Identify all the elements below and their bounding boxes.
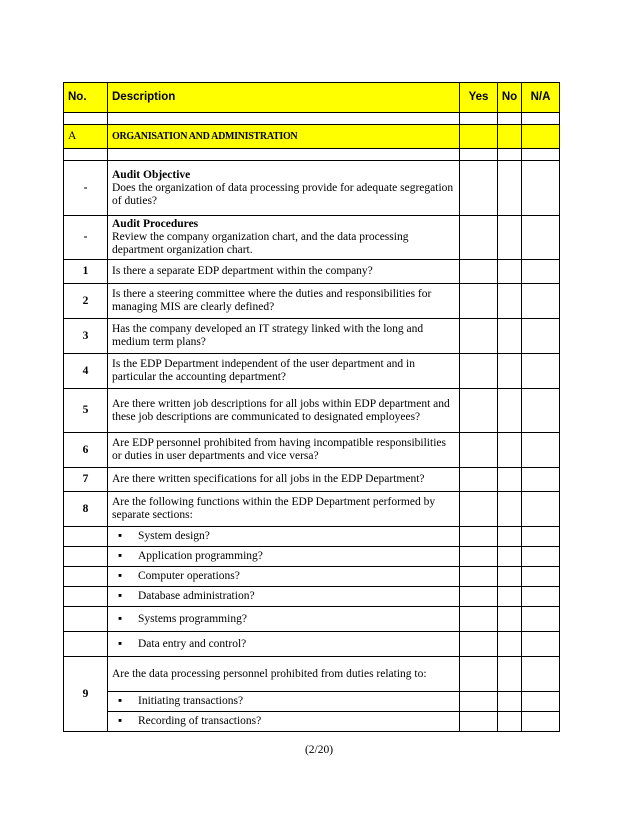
question-number: 7 bbox=[64, 468, 108, 492]
sub-item-row bbox=[64, 527, 560, 547]
no-cell[interactable] bbox=[498, 468, 522, 492]
yes-cell[interactable] bbox=[460, 657, 498, 692]
question-row bbox=[64, 468, 560, 492]
bullet-icon: ▪ bbox=[118, 550, 123, 562]
sub-item-row bbox=[64, 547, 560, 567]
sub-item-text: Initiating transactions? bbox=[138, 695, 244, 707]
no-cell[interactable] bbox=[498, 607, 522, 632]
question-number: 5 bbox=[64, 389, 108, 433]
question-text: Is the EDP Department independent of the user department and in particular the accounting department? bbox=[108, 354, 460, 389]
yes-cell[interactable] bbox=[460, 260, 498, 284]
sub-item-row bbox=[64, 692, 560, 712]
question-row bbox=[64, 260, 560, 284]
question-row bbox=[64, 319, 560, 354]
sub-item-row bbox=[64, 567, 560, 587]
no-cell[interactable] bbox=[498, 547, 522, 567]
yes-cell[interactable] bbox=[460, 632, 498, 657]
sub-item-text: System design? bbox=[138, 530, 210, 542]
yes-cell[interactable] bbox=[460, 468, 498, 492]
no-cell[interactable] bbox=[498, 657, 522, 692]
question-row bbox=[64, 433, 560, 468]
no-cell[interactable] bbox=[498, 319, 522, 354]
question-number: 1 bbox=[64, 260, 108, 284]
bullet-icon: ▪ bbox=[118, 695, 123, 707]
section-title: ORGANISATION AND ADMINISTRATION bbox=[112, 131, 298, 142]
yes-cell[interactable] bbox=[460, 567, 498, 587]
header-yes: Yes bbox=[460, 83, 498, 113]
no-cell[interactable] bbox=[498, 433, 522, 468]
yes-cell[interactable] bbox=[460, 527, 498, 547]
question-row bbox=[64, 657, 560, 692]
no-cell[interactable] bbox=[498, 712, 522, 732]
na-cell[interactable] bbox=[522, 319, 560, 354]
section-letter: A bbox=[64, 125, 108, 149]
audit-objective-title: Audit Objective bbox=[112, 168, 191, 181]
sub-item-text: Computer operations? bbox=[138, 570, 240, 582]
row-number: - bbox=[64, 216, 108, 260]
question-text: Are the following functions within the EDP Department performed by separate sections: bbox=[108, 492, 460, 527]
na-cell[interactable] bbox=[522, 587, 560, 607]
na-cell[interactable] bbox=[522, 468, 560, 492]
na-cell[interactable] bbox=[522, 284, 560, 319]
na-cell[interactable] bbox=[522, 260, 560, 284]
audit-procedures-title: Audit Procedures bbox=[112, 218, 199, 230]
sub-item-text: Database administration? bbox=[138, 590, 255, 602]
question-number: 2 bbox=[64, 284, 108, 319]
header-row bbox=[64, 83, 560, 113]
no-cell[interactable] bbox=[498, 354, 522, 389]
sub-item-text: Data entry and control? bbox=[138, 637, 247, 650]
yes-cell[interactable] bbox=[460, 692, 498, 712]
na-cell[interactable] bbox=[522, 657, 560, 692]
na-cell[interactable] bbox=[522, 692, 560, 712]
na-cell[interactable] bbox=[522, 354, 560, 389]
question-row bbox=[64, 492, 560, 527]
audit-objective-row bbox=[64, 161, 560, 216]
na-cell[interactable] bbox=[522, 527, 560, 547]
question-row bbox=[64, 284, 560, 319]
audit-procedures-text: Review the company organization chart, and the data processing department organization chart. bbox=[112, 231, 409, 256]
yes-cell[interactable] bbox=[460, 587, 498, 607]
audit-procedures-row bbox=[64, 216, 560, 260]
no-cell[interactable] bbox=[498, 389, 522, 433]
bullet-icon: ▪ bbox=[118, 715, 123, 727]
na-cell[interactable] bbox=[522, 492, 560, 527]
na-cell[interactable] bbox=[522, 567, 560, 587]
bullet-icon: ▪ bbox=[118, 637, 123, 650]
no-cell[interactable] bbox=[498, 632, 522, 657]
sub-item-row bbox=[64, 587, 560, 607]
sub-item-row bbox=[64, 607, 560, 632]
na-cell[interactable] bbox=[522, 433, 560, 468]
section-row bbox=[64, 125, 560, 149]
na-cell[interactable] bbox=[522, 547, 560, 567]
audit-objective-text: Does the organization of data processing provide for adequate segregation of duties? bbox=[112, 181, 454, 207]
question-text: Are there written job descriptions for all jobs within EDP department and these job descriptions are communicated to designated employees? bbox=[108, 389, 460, 433]
yes-cell[interactable] bbox=[460, 712, 498, 732]
no-cell[interactable] bbox=[498, 587, 522, 607]
header-description: Description bbox=[108, 83, 460, 113]
bullet-icon: ▪ bbox=[118, 570, 123, 582]
question-number: 8 bbox=[64, 492, 108, 527]
question-number: 4 bbox=[64, 354, 108, 389]
question-text: Are EDP personnel prohibited from having incompatible responsibilities or duties in user departments and vice versa? bbox=[108, 433, 460, 468]
na-cell[interactable] bbox=[522, 632, 560, 657]
audit-checklist-table bbox=[63, 82, 560, 732]
question-text: Are the data processing personnel prohibited from duties relating to: bbox=[108, 657, 460, 692]
yes-cell[interactable] bbox=[460, 319, 498, 354]
yes-cell[interactable] bbox=[460, 389, 498, 433]
question-number: 6 bbox=[64, 433, 108, 468]
na-cell[interactable] bbox=[522, 712, 560, 732]
yes-cell[interactable] bbox=[460, 354, 498, 389]
no-cell[interactable] bbox=[498, 567, 522, 587]
header-no-col: No bbox=[498, 83, 522, 113]
no-cell[interactable] bbox=[498, 284, 522, 319]
header-na: N/A bbox=[522, 83, 560, 113]
sub-item-text: Application programming? bbox=[138, 550, 263, 562]
question-number: 3 bbox=[64, 319, 108, 354]
question-text: Has the company developed an IT strategy linked with the long and medium term plans? bbox=[108, 319, 460, 354]
no-cell[interactable] bbox=[498, 527, 522, 547]
question-number: 9 bbox=[64, 657, 108, 732]
bullet-icon: ▪ bbox=[118, 612, 123, 625]
blank-row bbox=[64, 113, 560, 125]
sub-item-text: Systems programming? bbox=[138, 612, 247, 625]
row-number: - bbox=[64, 161, 108, 216]
yes-cell[interactable] bbox=[460, 607, 498, 632]
yes-cell[interactable] bbox=[460, 433, 498, 468]
question-row bbox=[64, 354, 560, 389]
question-text: Is there a separate EDP department within the company? bbox=[108, 260, 460, 284]
blank-row bbox=[64, 149, 560, 161]
bullet-icon: ▪ bbox=[118, 530, 123, 542]
na-cell[interactable] bbox=[522, 389, 560, 433]
question-row bbox=[64, 389, 560, 433]
sub-item-row bbox=[64, 712, 560, 732]
page-number: (2/20) bbox=[304, 744, 334, 756]
no-cell[interactable] bbox=[498, 492, 522, 527]
question-text: Are there written specifications for all jobs in the EDP Department? bbox=[108, 468, 460, 492]
sub-item-row bbox=[64, 632, 560, 657]
no-cell[interactable] bbox=[498, 260, 522, 284]
no-cell[interactable] bbox=[498, 692, 522, 712]
yes-cell[interactable] bbox=[460, 284, 498, 319]
sub-item-text: Recording of transactions? bbox=[138, 715, 262, 727]
bullet-icon: ▪ bbox=[118, 590, 123, 602]
na-cell[interactable] bbox=[522, 607, 560, 632]
question-text: Is there a steering committee where the duties and responsibilities for managing MIS are clearly defined? bbox=[108, 284, 460, 319]
yes-cell[interactable] bbox=[460, 492, 498, 527]
yes-cell[interactable] bbox=[460, 547, 498, 567]
header-no: No. bbox=[64, 83, 108, 113]
